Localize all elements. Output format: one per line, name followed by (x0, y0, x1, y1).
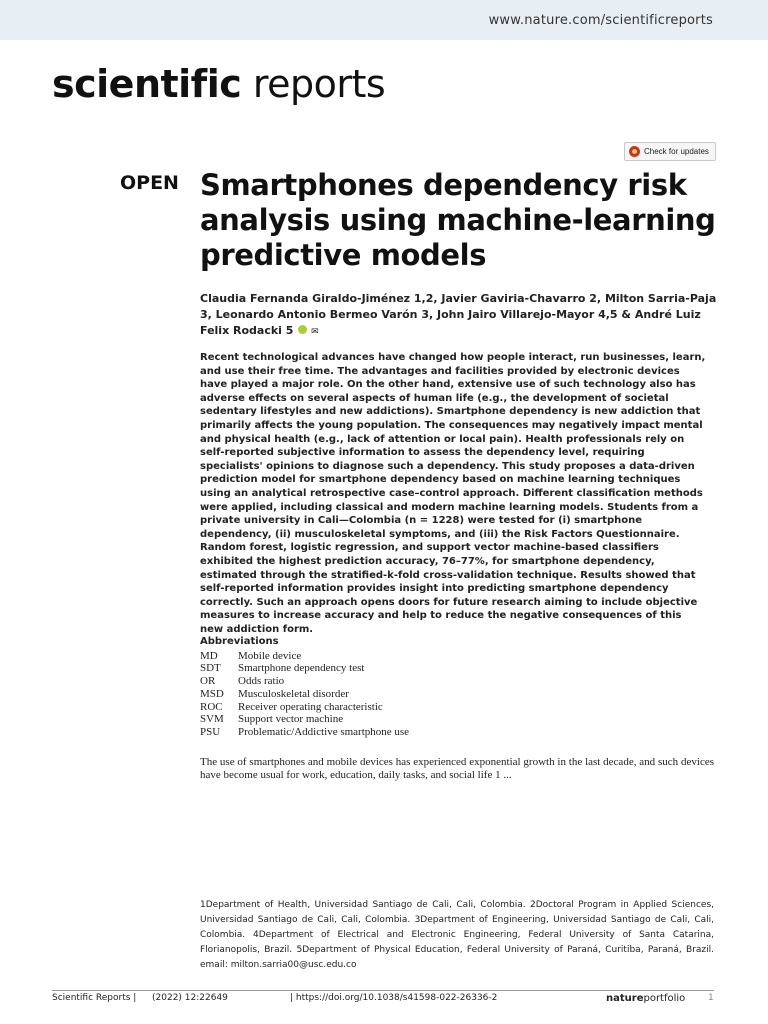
footer-volume: (2022) 12:22649 (152, 993, 228, 1003)
introduction-text: The use of smartphones and mobile devices has experienced exponential growth in the last decade, and such devices have become usual for work, education, daily tasks, and social life 1 ... (200, 756, 714, 781)
journal-logo[interactable] (52, 62, 385, 106)
abbreviations-section (200, 636, 600, 739)
open-access-label: OPEN (120, 172, 179, 194)
publisher-light: portfolio (643, 993, 686, 1004)
abbreviation-meaning: Musculoskeletal disorder (238, 687, 349, 700)
abbreviation-row (200, 713, 600, 726)
abstract: Recent technological advances have changed how people interact, run businesses, learn, and use their free time. The advantages and facilities provided by electronic devices have played a major role. On the other hand, extensive use of such technology also has adverse effects on several aspects of human life (e.g., the development of societal sedentary lifestyles and new addictions). Smartphone dependency is new addiction that primarily affects the young population. The consequences may negatively impact mental and physical health (e.g., lack of attention or local pain). Health professionals rely on self-reported subjective information to assess the dependency level, requiring specialists' opinions to diagnose such a dependency. This study proposes a data-driven prediction model for smartphone dependency based on machine learning techniques using an analytical retrospective case–control approach. Different classification methods were applied, including classical and modern machine learning models. Students from a private university in Cali—Colombia (n = 1228) were tested for (i) smartphone dependency, (ii) musculoskeletal symptoms, and (iii) the Risk Factors Questionnaire. Random forest, logistic regression, and support vector machine-based classifiers exhibited the highest prediction accuracy, 76–77%, for smartphone dependency, estimated through the stratified-k-fold cross-validation technique. Results showed that self-reported information provides insight into predicting smartphone dependency correctly. Such an approach opens doors for future research aiming to include objective measures to increase accuracy and help to reduce the negative consequences of this new addiction form. (200, 352, 706, 635)
abbreviation-meaning: Receiver operating characteristic (238, 700, 383, 713)
abbreviation-meaning: Smartphone dependency test (238, 662, 365, 675)
footer-divider (52, 990, 714, 991)
orcid-icon[interactable] (298, 325, 307, 334)
publisher-bold: nature (606, 993, 644, 1004)
abbreviation-meaning: Odds ratio (238, 675, 285, 688)
footer-journal: Scientific Reports | (52, 993, 137, 1003)
article-title: Smartphones dependency risk analysis using machine-learning predictive models (200, 168, 716, 272)
affiliations: 1Department of Health, Universidad Santiago de Cali, Cali, Colombia. 2Doctoral Program in Applied Sciences, Universidad Santiago de Cali, Cali, Colombia. 3Department of Engineering, Universidad Santiago de Cali, Cali, Colombia. 4Department of Electrical and Electronic Engineering, Federal University of Santa Catarina, Florianopolis, Brazil. 5Department of Physical Education, Federal University of Paraná, Curitiba, Paraná, Brazil. email: milton.sarria00@usc.edu.co (200, 900, 714, 970)
abbreviation-code: ROC (200, 700, 223, 713)
abbreviations-heading: Abbreviations (200, 636, 279, 647)
abbreviation-code: MSD (200, 687, 224, 700)
abbreviation-row (200, 662, 600, 675)
abbreviation-row (200, 726, 600, 739)
abbreviation-code: PSU (200, 725, 221, 738)
abbreviation-meaning: Mobile device (238, 649, 302, 662)
footer-doi-link[interactable]: | https://doi.org/10.1038/s41598-022-26336-2 (290, 993, 498, 1003)
email-icon[interactable]: ✉ (311, 327, 319, 337)
abbreviation-row (200, 675, 600, 688)
abbreviation-code: SDT (200, 662, 221, 675)
abbreviation-row (200, 688, 600, 701)
publisher-logo (606, 993, 685, 1004)
abbreviation-meaning: Support vector machine (238, 713, 344, 726)
journal-name-bold: scientific (52, 62, 242, 106)
check-updates-button[interactable] (624, 142, 716, 161)
journal-name-light: reports (252, 62, 386, 106)
crossmark-icon (629, 146, 640, 157)
site-url-link[interactable]: www.nature.com/scientificreports (488, 13, 713, 28)
top-banner (0, 0, 768, 40)
abbreviation-row (200, 650, 600, 663)
abbreviation-code: SVM (200, 713, 224, 726)
page-number: 1 (708, 993, 714, 1003)
authors-text: Claudia Fernanda Giraldo-Jiménez 1,2, Javier Gaviria-Chavarro 2, Milton Sarria-Paja 3, Leonardo Antonio Bermeo Varón 3, John Jairo Villarejo-Mayor 4,5 & André Luiz Felix Rodacki 5 (200, 292, 717, 337)
abbreviation-code: MD (200, 649, 218, 662)
check-updates-label: Check for updates (644, 147, 709, 156)
abbreviation-row (200, 701, 600, 714)
abbreviation-code: OR (200, 675, 216, 688)
abbreviation-meaning: Problematic/Addictive smartphone use (238, 725, 410, 738)
author-list (200, 291, 720, 340)
